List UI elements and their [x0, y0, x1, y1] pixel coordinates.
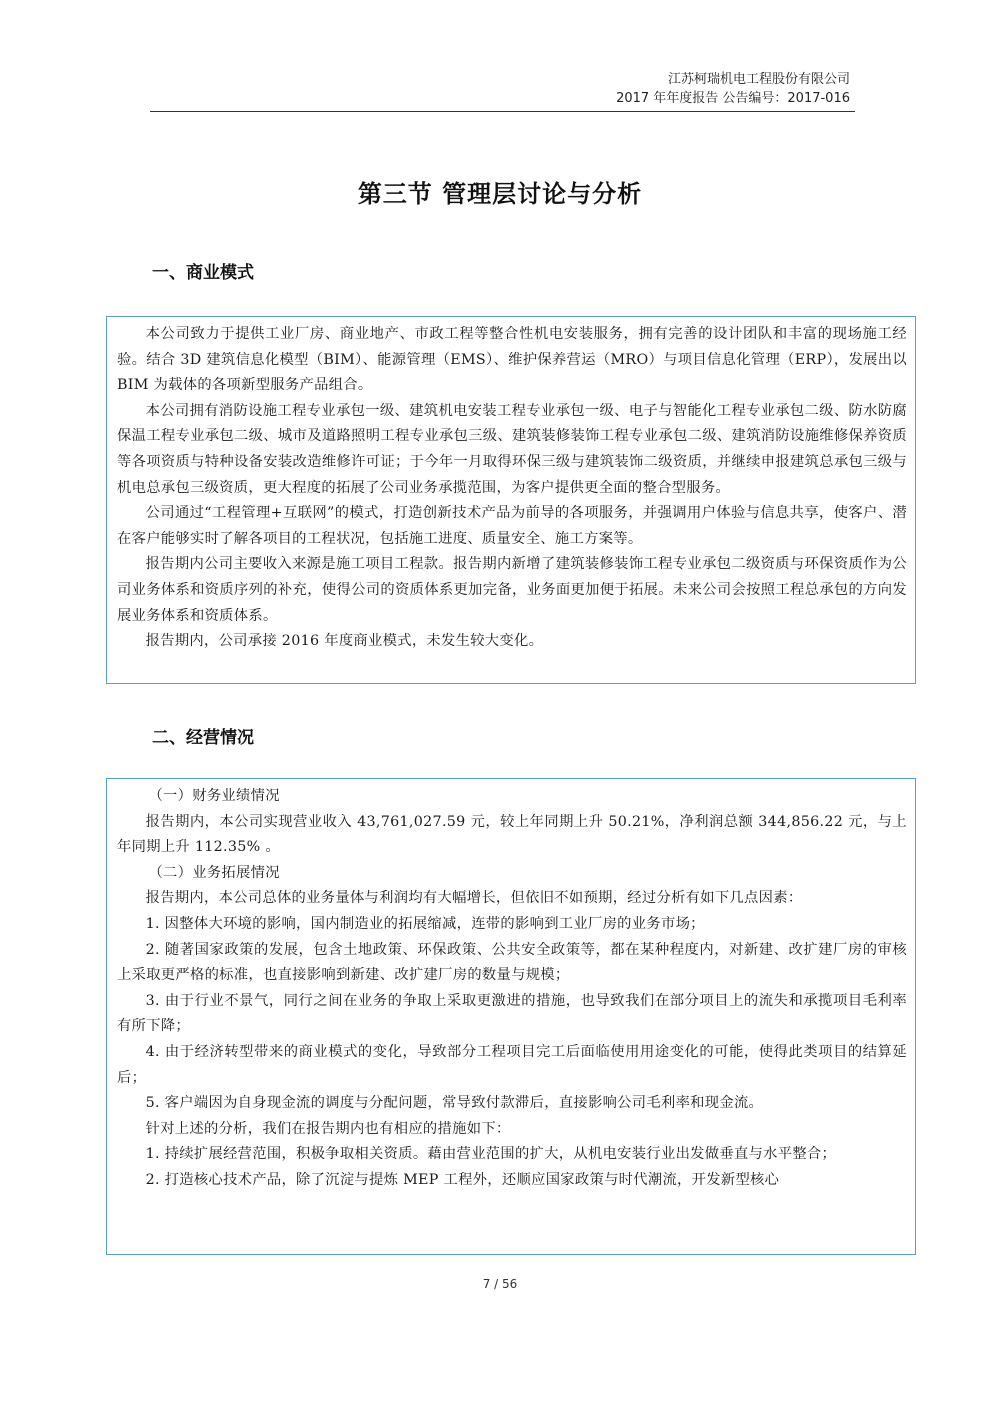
operations-box — [106, 778, 916, 1255]
list-item: 2. 随著国家政策的发展，包含土地政策、环保政策、公共安全政策等，都在某种程度内，对新建、改扩建厂房的审核上采取更严格的标准，也直接影响到新建、改扩建厂房的数量与规模； — [117, 941, 907, 984]
page-number: 7 / 56 — [482, 1277, 518, 1291]
paragraph: 报告期内，本公司总体的业务量体与利润均有大幅增长，但依旧不如预期，经过分析有如下几点因素： — [145, 890, 803, 907]
business-model-box — [106, 316, 916, 684]
paragraph: 报告期内，本公司实现营业收入 43,761,027.59 元，较上年同期上升 50.21%，净利润总额 344,856.22 元，与上年同期上升 112.35% 。 — [117, 813, 907, 856]
paragraph: 公司通过“工程管理+互联网”的模式，打造创新技术产品为前导的各项服务，并强调用户体验与信息共享，使客户、潜在客户能够实时了解各项目的工程状况，包括施工进度、质量安全、施工方案等。 — [117, 505, 907, 547]
list-item: 1. 持续扩展经营范围，积极争取相关资质。藉由营业范围的扩大，从机电安装行业出发做垂直与水平整合； — [145, 1146, 837, 1163]
section-heading-business-model: 一、商业模式 — [152, 263, 254, 283]
subheading-expansion: （二）业务拓展情况 — [148, 864, 280, 881]
report-line: 2017 年年度报告 公告编号：2017-016 — [616, 91, 850, 106]
paragraph: 报告期内，公司承接 2016 年度商业模式，未发生较大变化。 — [145, 633, 544, 650]
chapter-title: 第三节 管理层讨论与分析 — [357, 180, 643, 208]
paragraph: 本公司拥有消防设施工程专业承包一级、建筑机电安装工程专业承包一级、电子与智能化工程专业承包二级、防水防腐保温工程专业承包二级、城市及道路照明工程专业承包三级、建筑装修装饰工程专业承包二级、建筑消防设施维修保养资质等各项资质与特种设备安装改造维修许可证；于今年一月取得环保三级与建筑装饰二级资质，并继续申报建筑总承包三级与机电总承包三级资质，更大程度的拓展了公司业务承揽范围，为客户提供更全面的整合型服务。 — [117, 402, 907, 496]
paragraph: 报告期内公司主要收入来源是施工项目工程款。报告期内新增了建筑装修装饰工程专业承包二级资质与环保资质作为公司业务体系和资质序列的补充，使得公司的资质体系更加完备，业务面更加便于拓展。未来公司会按照工程总承包的方向发展业务体系和资质体系。 — [117, 556, 907, 624]
paragraph: 本公司致力于提供工业厂房、商业地产、市政工程等整合性机电安装服务，拥有完善的设计团队和丰富的现场施工经验。结合 3D 建筑信息化模型（BIM）、能源管理（EMS）、维护保养营运（MRO）与项目信息化管理（ERP），发展出以 BIM 为载体的各项新型服务产品组合。 — [117, 326, 907, 394]
section-heading-operations: 二、经营情况 — [152, 728, 254, 748]
list-item: 2. 打造核心技术产品，除了沉淀与提炼 MEP 工程外，还顺应国家政策与时代潮流，开发新型核心 — [145, 1171, 780, 1188]
subheading-financial: （一）财务业绩情况 — [148, 788, 280, 804]
page-header — [150, 70, 850, 108]
list-item: 5. 客户端因为自身现金流的调度与分配问题，常导致付款滞后，直接影响公司毛利率和现金流。 — [145, 1095, 764, 1112]
list-item: 4. 由于经济转型带来的商业模式的变化，导致部分工程项目完工后面临使用用途变化的可能，使得此类项目的结算延后； — [117, 1043, 907, 1086]
company-name: 江苏柯瑞机电工程股份有限公司 — [667, 72, 850, 87]
list-item: 3. 由于行业不景气，同行之间在业务的争取上采取更激进的措施，也导致我们在部分项目上的流失和承揽项目毛利率有所下降； — [117, 992, 907, 1035]
header-rule — [150, 111, 855, 112]
paragraph: 针对上述的分析，我们在报告期内也有相应的措施如下： — [145, 1120, 511, 1137]
list-item: 1. 因整体大环境的影响，国内制造业的拓展缩减，连带的影响到工业厂房的业务市场； — [145, 915, 705, 932]
